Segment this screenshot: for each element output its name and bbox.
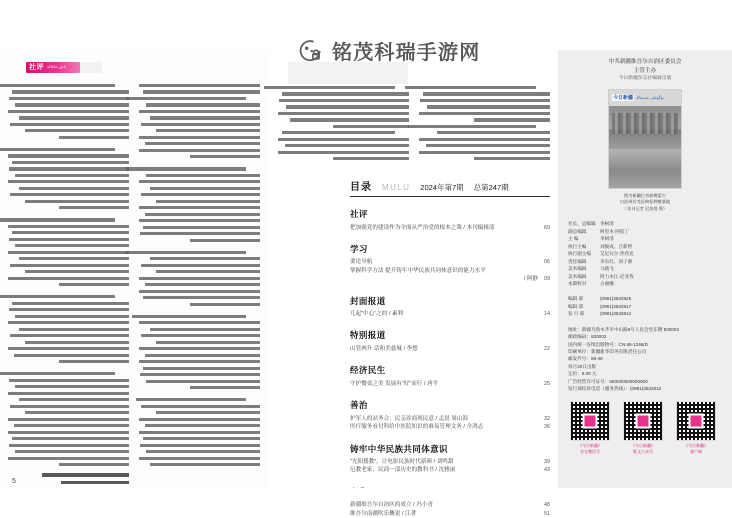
text-line [333, 157, 409, 160]
phone-label: 发 行 部 [568, 311, 585, 317]
text-line [143, 367, 260, 370]
toc-section-title: 学习 [350, 243, 368, 254]
qr-code-image [570, 401, 610, 441]
toc-section [350, 364, 550, 388]
qr-code-item[interactable] [674, 401, 718, 455]
text-line [0, 84, 115, 87]
text-line [59, 360, 129, 363]
text-line [264, 86, 395, 89]
toc-entry-title: 新疆维吾尔自治区的成立 / 冯小青 [350, 502, 433, 509]
text-line [19, 257, 129, 260]
text-line [8, 431, 129, 434]
qr-code-image [676, 401, 716, 441]
text-line [125, 251, 246, 254]
toc-issue-total: 总第247期 [473, 183, 509, 192]
qr-code-row [568, 401, 718, 455]
toc-ug-column-left [278, 86, 409, 164]
toc-entry-title: 要论导航 [350, 259, 373, 266]
text-line [126, 97, 246, 100]
text-line [141, 405, 260, 408]
text-line [19, 116, 129, 119]
rubric-label-cn: 社评 [29, 64, 44, 71]
imprint-list [568, 326, 722, 393]
text-line [141, 193, 260, 196]
staff-row [568, 265, 722, 272]
text-line [136, 398, 246, 401]
staff-label: 美术编辑 [568, 273, 587, 279]
issn-row: 国内统一连续出版物号：CN 65-1246/D [568, 341, 648, 347]
text-line [8, 110, 129, 113]
text-line [143, 90, 260, 93]
phone-row [568, 310, 722, 317]
toc-entry-title: 厄教老家，民商一部历史的教科书 / 沈雅丽 [350, 467, 456, 474]
text-line [9, 97, 129, 100]
toc-entry[interactable] [350, 345, 550, 353]
page-number: 5 [12, 478, 16, 485]
toc-page [268, 50, 558, 517]
text-line [10, 264, 129, 267]
staff-list [568, 220, 722, 287]
phone-row [568, 303, 722, 310]
text-line [25, 129, 129, 132]
qr-code-caption: 《今日新疆》 客户端 [684, 442, 708, 454]
text-line [139, 136, 260, 139]
text-line [10, 193, 129, 196]
phone-row [568, 295, 722, 302]
text-line [145, 283, 260, 286]
toc-title-pinyin: MULU [382, 183, 411, 192]
text-line [15, 103, 129, 106]
staff-value: 李树清 [600, 236, 614, 242]
text-line [146, 174, 260, 177]
text-line [14, 424, 129, 427]
text-line [141, 334, 260, 337]
address-row: 地址：新疆乌鲁木齐市中山路8号人民会堂东侧 830002 [568, 326, 680, 332]
service-hotline-row: 发行部投诉电话（服务热线）：(0991)3532812 [568, 386, 662, 392]
text-line [190, 386, 260, 389]
toc-entry[interactable] [350, 458, 550, 466]
toc-entry-title: 医疗服务看付科给中医院知识的难易管理文务 / 全鸿志 [350, 424, 484, 431]
text-line [437, 131, 550, 134]
toc-entry-page: 39 [544, 459, 550, 466]
toc-entry[interactable] [350, 415, 550, 423]
toc-section [350, 329, 550, 353]
toc-entry-page: 32 [544, 415, 550, 422]
text-line [25, 411, 129, 414]
text-line [0, 148, 115, 151]
text-line [126, 167, 246, 170]
text-line [143, 296, 260, 299]
text-line [139, 418, 260, 421]
staff-label: 副总编辑 [568, 228, 587, 234]
text-line [150, 116, 260, 119]
cover-logo-ug: بۈگۈنكى شىنجاڭ [636, 95, 664, 101]
toc-entry[interactable] [350, 267, 550, 275]
text-line [190, 155, 260, 158]
phone-value: (0991)3532825 [600, 296, 632, 302]
toc-entry[interactable] [350, 466, 550, 474]
schedule-row: 每月20日出版 [568, 363, 597, 369]
toc-section [350, 399, 550, 431]
staff-label: 本期校对 [568, 280, 587, 286]
text-line [419, 138, 550, 141]
text-line [156, 341, 260, 344]
toc-entry-title: 守护餐桌之美 发展有“好”而行 / 唐平 [350, 380, 439, 387]
staff-label: 社长、总编辑 [568, 221, 596, 227]
toc-entry[interactable] [350, 224, 550, 232]
text-line [139, 290, 260, 293]
qr-code-caption: 《今日新疆》 维文公众号 [631, 442, 655, 454]
text-line [15, 174, 129, 177]
translator-line-2 [61, 481, 129, 484]
article-column-left [8, 84, 129, 474]
text-line [8, 180, 129, 183]
table-of-contents [350, 178, 550, 518]
staff-value: 刘俊成、吕新智 [600, 243, 633, 249]
toc-ug-column-right [419, 86, 550, 164]
staff-label: 执行副主编 [568, 251, 591, 257]
text-line [139, 84, 260, 87]
text-line [139, 321, 260, 324]
rubric-badge [26, 62, 80, 73]
sponsor-line-1: 中共新疆维吾尔自治区委员会 [608, 59, 682, 65]
text-line [143, 226, 260, 229]
rubric-label-ug: باش ماقالە [47, 64, 67, 70]
staff-value: 古丽娜 [600, 280, 614, 286]
text-line [139, 347, 260, 350]
qr-code-item[interactable] [568, 401, 612, 455]
qr-code-image [623, 401, 663, 441]
staff-value: 李东红、刘子源 [600, 258, 633, 264]
text-line [474, 118, 550, 121]
text-line [285, 144, 409, 147]
bottom-margin [0, 488, 732, 500]
text-line [423, 92, 550, 95]
toc-page-uyghur-text [278, 86, 550, 164]
text-line [8, 154, 129, 157]
text-line [0, 295, 115, 298]
toc-section-title: 社评 [350, 209, 368, 219]
text-line [19, 187, 129, 190]
text-line [286, 105, 409, 108]
text-line [19, 328, 129, 331]
article-columns [8, 84, 260, 474]
text-line [279, 99, 409, 102]
toc-entry-title: / 阿静 [523, 276, 538, 283]
text-line [278, 138, 409, 141]
staff-row [568, 235, 722, 242]
text-line [139, 206, 260, 209]
printer-row: 印刷单位：新疆新华印务有限责任公司 [568, 349, 647, 355]
text-line [150, 328, 260, 331]
text-line [15, 315, 129, 318]
text-line [140, 373, 260, 376]
toc-entry-title: 兀起“中心”之的 / 素利 [350, 311, 404, 318]
toc-section-title: 经济民生 [350, 365, 386, 376]
postal-code-row: 邮发代号：58-48 [568, 356, 603, 362]
postcode-row: 邮政编码：830002 [568, 334, 607, 340]
staff-row [568, 273, 722, 280]
text-line [419, 112, 550, 115]
phone-value: (0991)3532817 [600, 303, 632, 309]
watermark-haze [288, 62, 408, 84]
phone-list [568, 295, 722, 317]
text-line [156, 200, 260, 203]
text-line [139, 149, 260, 152]
staff-row [568, 258, 722, 265]
staff-value: 艾尼瓦尔·热孜克 [600, 251, 634, 257]
text-line [132, 315, 246, 318]
cover-caption-line-1: 图为新疆巴音郭楞蒙古 [624, 192, 666, 198]
text-line [9, 379, 129, 382]
translator-credit [8, 473, 129, 484]
text-line [146, 380, 260, 383]
staff-label: 执行主编 [568, 243, 587, 249]
text-line [59, 283, 129, 286]
text-line [8, 392, 129, 395]
toc-entry[interactable] [350, 275, 550, 283]
toc-issue: 2024年第7期 [420, 183, 464, 192]
text-line [8, 277, 129, 280]
text-line [150, 257, 260, 260]
text-line [419, 151, 550, 154]
text-line [333, 125, 409, 128]
text-line [405, 86, 536, 89]
toc-entry-page: 22 [544, 345, 550, 352]
text-line [156, 411, 260, 414]
text-line [141, 264, 260, 267]
text-line [420, 99, 550, 102]
text-line [139, 180, 260, 183]
text-line [139, 219, 260, 222]
toc-entry-page: 43 [544, 467, 550, 474]
text-line [156, 129, 260, 132]
text-line [25, 270, 129, 273]
phone-label: 编辑 部 [568, 296, 584, 302]
text-line [156, 270, 260, 273]
text-line [140, 444, 260, 447]
text-line [141, 123, 260, 126]
text-line [8, 418, 129, 421]
sponsor-line-2: 主管主办 [633, 67, 657, 74]
toc-entry[interactable] [350, 310, 550, 318]
text-line [59, 206, 129, 209]
phone-value: (0991)3532812 [600, 311, 632, 317]
cover-masthead-band [609, 90, 681, 106]
rubric-tail-bar [80, 62, 102, 73]
text-line [0, 372, 115, 375]
text-line [145, 354, 260, 357]
toc-entry[interactable] [350, 501, 550, 509]
toc-header [350, 178, 550, 197]
text-line [9, 238, 129, 241]
text-line [426, 144, 550, 147]
text-line [12, 90, 129, 93]
toc-entry-page: 14 [544, 311, 550, 318]
text-line [9, 167, 129, 170]
toc-entry[interactable] [350, 258, 550, 266]
text-line [150, 463, 260, 466]
toc-title-cn: 目录 [350, 182, 372, 193]
text-line [14, 354, 129, 357]
staff-row [568, 250, 722, 257]
staff-row [568, 228, 722, 235]
toc-entry[interactable] [350, 380, 550, 388]
cover-caption-line-2: 自治州若羌县枸杞种植基地 [619, 199, 671, 205]
text-line [12, 302, 129, 305]
translator-line-1 [42, 473, 129, 476]
text-line [139, 360, 260, 363]
cover-photo [609, 106, 681, 188]
cover-caption [603, 193, 687, 213]
text-line [146, 103, 260, 106]
toc-section-title: 封面报道 [350, 295, 386, 306]
text-line [59, 136, 129, 139]
text-line [282, 92, 409, 95]
cover-caption-line-3: （本刊记者 尼加提 摄） [622, 205, 668, 211]
toc-entry[interactable] [350, 510, 550, 518]
text-line [140, 232, 260, 235]
toc-entry-page: 48 [544, 502, 550, 509]
toc-entry-title: 掌握科学方法 提升铸牢中华民族共同体意识的能力水平 [350, 267, 486, 274]
text-line [25, 341, 129, 344]
toc-entry-title: 山管两升 话和美慈城 / 李想 [350, 345, 418, 352]
text-line [278, 151, 409, 154]
toc-entry-page: 60 [544, 224, 550, 231]
staff-value: 李树清 [600, 221, 614, 227]
text-line [408, 125, 536, 128]
ad-license-row: 广告经营许可证号：650000000000000 [568, 378, 648, 384]
text-line [143, 437, 260, 440]
text-line [190, 303, 260, 306]
issue-cover-thumbnail [608, 89, 682, 189]
toc-entry-title: 把加强党的建设作为全面从严治党的根本之策 / 本刊编辑部 [350, 224, 495, 231]
text-line [59, 463, 129, 466]
text-line [19, 398, 129, 401]
text-line [145, 142, 260, 145]
text-line [139, 431, 260, 434]
text-line [150, 187, 260, 190]
text-line [15, 450, 129, 453]
toc-section [350, 443, 550, 475]
top-margin [0, 0, 732, 50]
text-line [9, 444, 129, 447]
text-line [139, 110, 260, 113]
text-line [8, 251, 129, 254]
toc-section-title: 铸牢中华民族共同体意识 [350, 443, 448, 454]
staff-row [568, 280, 722, 287]
toc-section-title: 特别报道 [350, 330, 386, 341]
text-line [145, 213, 260, 216]
text-line [8, 225, 129, 228]
text-line [15, 385, 129, 388]
text-line [8, 347, 129, 350]
toc-section-list [350, 208, 550, 518]
text-line [427, 105, 550, 108]
toc-entry-page: 36 [544, 424, 550, 431]
text-line [25, 200, 129, 203]
text-line [10, 405, 129, 408]
toc-section-title: 善治 [350, 400, 368, 411]
qr-code-item[interactable] [621, 401, 665, 455]
text-line [8, 457, 129, 460]
toc-entry-title: 维吾尔南疆吹乐概说 / 江著 [350, 510, 417, 517]
toc-entry-title: 护军人的站务合：民亲诊商现民意 / 孟晨 周山海 [350, 415, 469, 422]
text-line [15, 244, 129, 247]
text-line [10, 334, 129, 337]
text-line [12, 161, 129, 164]
text-line [474, 157, 550, 160]
toc-section [350, 295, 550, 319]
text-line [190, 239, 260, 242]
toc-entry-page: 51 [544, 510, 550, 517]
text-line [8, 321, 129, 324]
staff-row [568, 220, 722, 227]
text-line [139, 277, 260, 280]
text-line [282, 131, 395, 134]
left-article-page [0, 50, 268, 500]
staff-value: 阿里木·阿依丁 [600, 228, 630, 234]
toc-entry-page: 09 [544, 276, 550, 283]
text-line [0, 218, 115, 221]
staff-label: 美术编辑 [568, 266, 587, 272]
staff-row [568, 243, 722, 250]
cover-logo-cn: 今日新疆 [613, 95, 634, 102]
article-column-right [139, 84, 260, 474]
text-line [10, 123, 129, 126]
staff-value: 马晓飞 [600, 266, 614, 272]
text-line [12, 231, 129, 234]
text-line [278, 112, 409, 115]
text-line [146, 450, 260, 453]
watermark-text: 铭茂科瑞手游网 [332, 40, 481, 64]
toc-entry-title: “光阳援教”，让电影民族时代新颜 / 刘鸣甜 [350, 459, 454, 466]
text-line [12, 437, 129, 440]
toc-entry-page: 06 [544, 259, 550, 266]
text-line [9, 308, 129, 311]
colophon-column [558, 50, 732, 500]
staff-value: 阿力木江·尼亚孜 [600, 273, 634, 279]
phone-label: 编辑 部 [568, 303, 584, 309]
toc-section [350, 243, 550, 284]
text-line [290, 118, 409, 121]
toc-entry-page: 25 [544, 380, 550, 387]
toc-entry[interactable] [350, 423, 550, 431]
sponsor-block [568, 58, 722, 83]
price-row: 定价：6.00 元 [568, 371, 597, 377]
text-line [139, 457, 260, 460]
staff-label: 主 编 [568, 236, 579, 242]
qr-code-caption: 《今日新疆》 官方微信号 [578, 442, 602, 454]
staff-label: 责任编辑 [568, 258, 587, 264]
text-line [145, 424, 260, 427]
sponsor-line-3: 今日新疆杂志社编辑出版 [618, 76, 672, 82]
toc-section [350, 208, 550, 232]
